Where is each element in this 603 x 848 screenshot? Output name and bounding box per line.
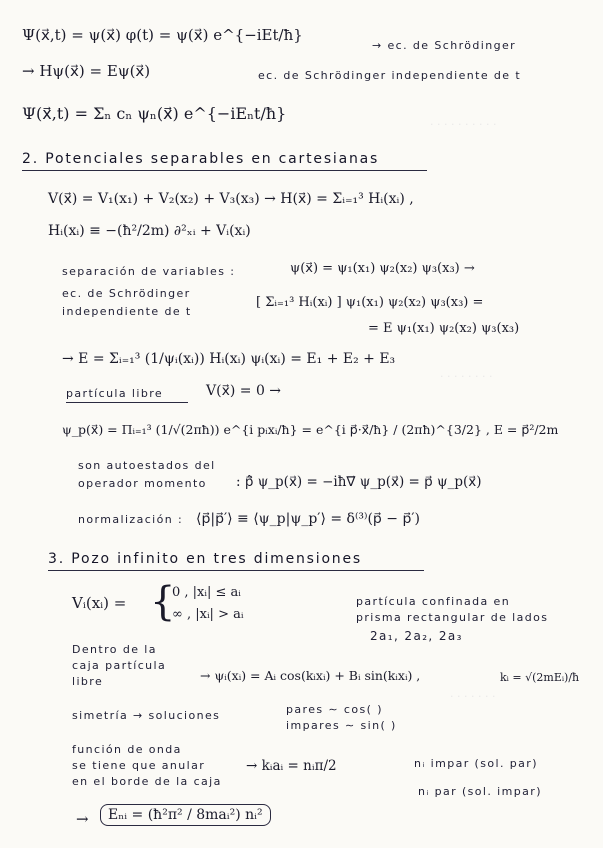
note-separation: separación de variables : — [62, 265, 236, 278]
note-ec-schrodinger: ec. de Schrödinger — [62, 287, 191, 300]
section-2-title: 2. Potenciales separables en cartesianas — [22, 151, 380, 167]
equation-general-solution: Ψ(x⃗,t) = Σₙ cₙ ψₙ(x⃗) e^{−iEₙt/ħ} — [22, 104, 287, 123]
equation-case-inside: 0 , |xᵢ| ≤ aᵢ — [172, 585, 241, 600]
bleed-through: · · · · · · · · · · — [430, 118, 497, 131]
equation-energy-sum: → E = Σᵢ₌₁³ (1/ψᵢ(xᵢ)) Hᵢ(xᵢ) ψᵢ(xᵢ) = E₁ + E₂ + E₃ — [62, 351, 396, 367]
note-normalization: normalización : — [78, 513, 184, 526]
note-n-even: nᵢ par (sol. impar) — [418, 785, 542, 798]
equation-boundary: → kᵢaᵢ = nᵢπ/2 — [246, 758, 337, 774]
equation-case-outside: ∞ , |xᵢ| > aᵢ — [172, 607, 244, 622]
equation-hi: Hᵢ(xᵢ) ≡ −(ħ²/2m) ∂²ₓᵢ + Vᵢ(xᵢ) — [48, 223, 251, 239]
note-inside-3: libre — [72, 675, 104, 688]
equation-separation-time: Ψ(x⃗,t) = ψ(x⃗) φ(t) = ψ(x⃗) e^{−iEt/ħ} — [22, 26, 303, 44]
note-wave-3: en el borde de la caja — [72, 775, 222, 788]
equation-product-solution: ψ(x⃗) = ψ₁(x₁) ψ₂(x₂) ψ₃(x₃) → — [290, 261, 475, 276]
note-independiente: independiente de t — [62, 305, 192, 318]
note-even-solutions: pares ∼ cos( ) — [286, 703, 383, 716]
note-symmetry: simetría → soluciones — [72, 709, 221, 722]
section-2-underline — [22, 170, 427, 171]
equation-separable-potential: V(x⃗) = V₁(x₁) + V₂(x₂) + V₃(x₃) → H(x⃗) = Σᵢ₌₁³ Hᵢ(xᵢ) , — [48, 191, 414, 207]
equation-normalization: ⟨p⃗|p⃗′⟩ ≡ ⟨ψ_p|ψ_p′⟩ = δ⁽³⁾(p⃗ − p⃗′) — [196, 511, 420, 527]
cases-brace: { — [150, 579, 176, 625]
equation-well-potential: Vᵢ(xᵢ) = — [72, 594, 127, 612]
note-time-independent: ec. de Schrödinger independiente de t — [258, 69, 522, 82]
note-confined-2: prisma rectangular de lados — [356, 611, 549, 624]
arrow-final: → — [76, 810, 89, 828]
note-free-particle: partícula libre — [66, 387, 164, 400]
equation-inside-solution: → ψᵢ(xᵢ) = Aᵢ cos(kᵢxᵢ) + Bᵢ sin(kᵢxᵢ) , — [200, 668, 421, 683]
note-confined-3: 2a₁, 2a₂, 2a₃ — [370, 629, 463, 643]
equation-time-independent: → Hψ(x⃗) = Eψ(x⃗) — [22, 62, 151, 80]
note-inside-2: caja partícula — [72, 659, 167, 672]
bleed-through: · · · · · · · · — [440, 370, 493, 383]
note-odd-solutions: impares ∼ sin( ) — [286, 719, 397, 732]
equation-eigenvalue-product: = E ψ₁(x₁) ψ₂(x₂) ψ₃(x₃) — [368, 321, 520, 336]
note-wave-2: se tiene que anular — [72, 759, 206, 772]
note-eigenstates: son autoestados del — [78, 459, 216, 472]
equation-sum-hamiltonian: [ Σᵢ₌₁³ Hᵢ(xᵢ) ] ψ₁(x₁) ψ₂(x₂) ψ₃(x₃) = — [256, 295, 484, 310]
equation-k: kᵢ = √(2mEᵢ)/ħ — [500, 671, 580, 684]
note-momentum-operator: operador momento — [78, 477, 207, 490]
bleed-through: · · · · · · · — [450, 690, 496, 703]
note-n-odd: nᵢ impar (sol. par) — [414, 757, 538, 770]
equation-free-wavefunction: ψ_p(x⃗) = Πᵢ₌₁³ (1/√(2πħ)) e^{i pᵢxᵢ/ħ} = e^{i p⃗·x⃗/ħ} / (2πħ)^{3/2} , E = p⃗²/2m — [62, 422, 559, 437]
note-confined-1: partícula confinada en — [356, 595, 511, 608]
equation-momentum-eigen: : p̂⃗ ψ_p(x⃗) = −iħ∇⃗ ψ_p(x⃗) = p⃗ ψ_p(x⃗) — [236, 474, 482, 490]
free-particle-underline — [66, 402, 188, 403]
section-3-underline — [48, 570, 424, 571]
note-schrodinger: → ec. de Schrödinger — [372, 39, 517, 52]
note-inside-1: Dentro de la — [72, 643, 157, 656]
note-wave-1: función de onda — [72, 743, 182, 756]
equation-free-potential: V(x⃗) = 0 → — [206, 383, 282, 399]
section-3-title: 3. Pozo infinito en tres dimensiones — [48, 551, 362, 567]
equation-final-energy: Eₙᵢ = (ħ²π² / 8maᵢ²) nᵢ² — [100, 804, 271, 826]
